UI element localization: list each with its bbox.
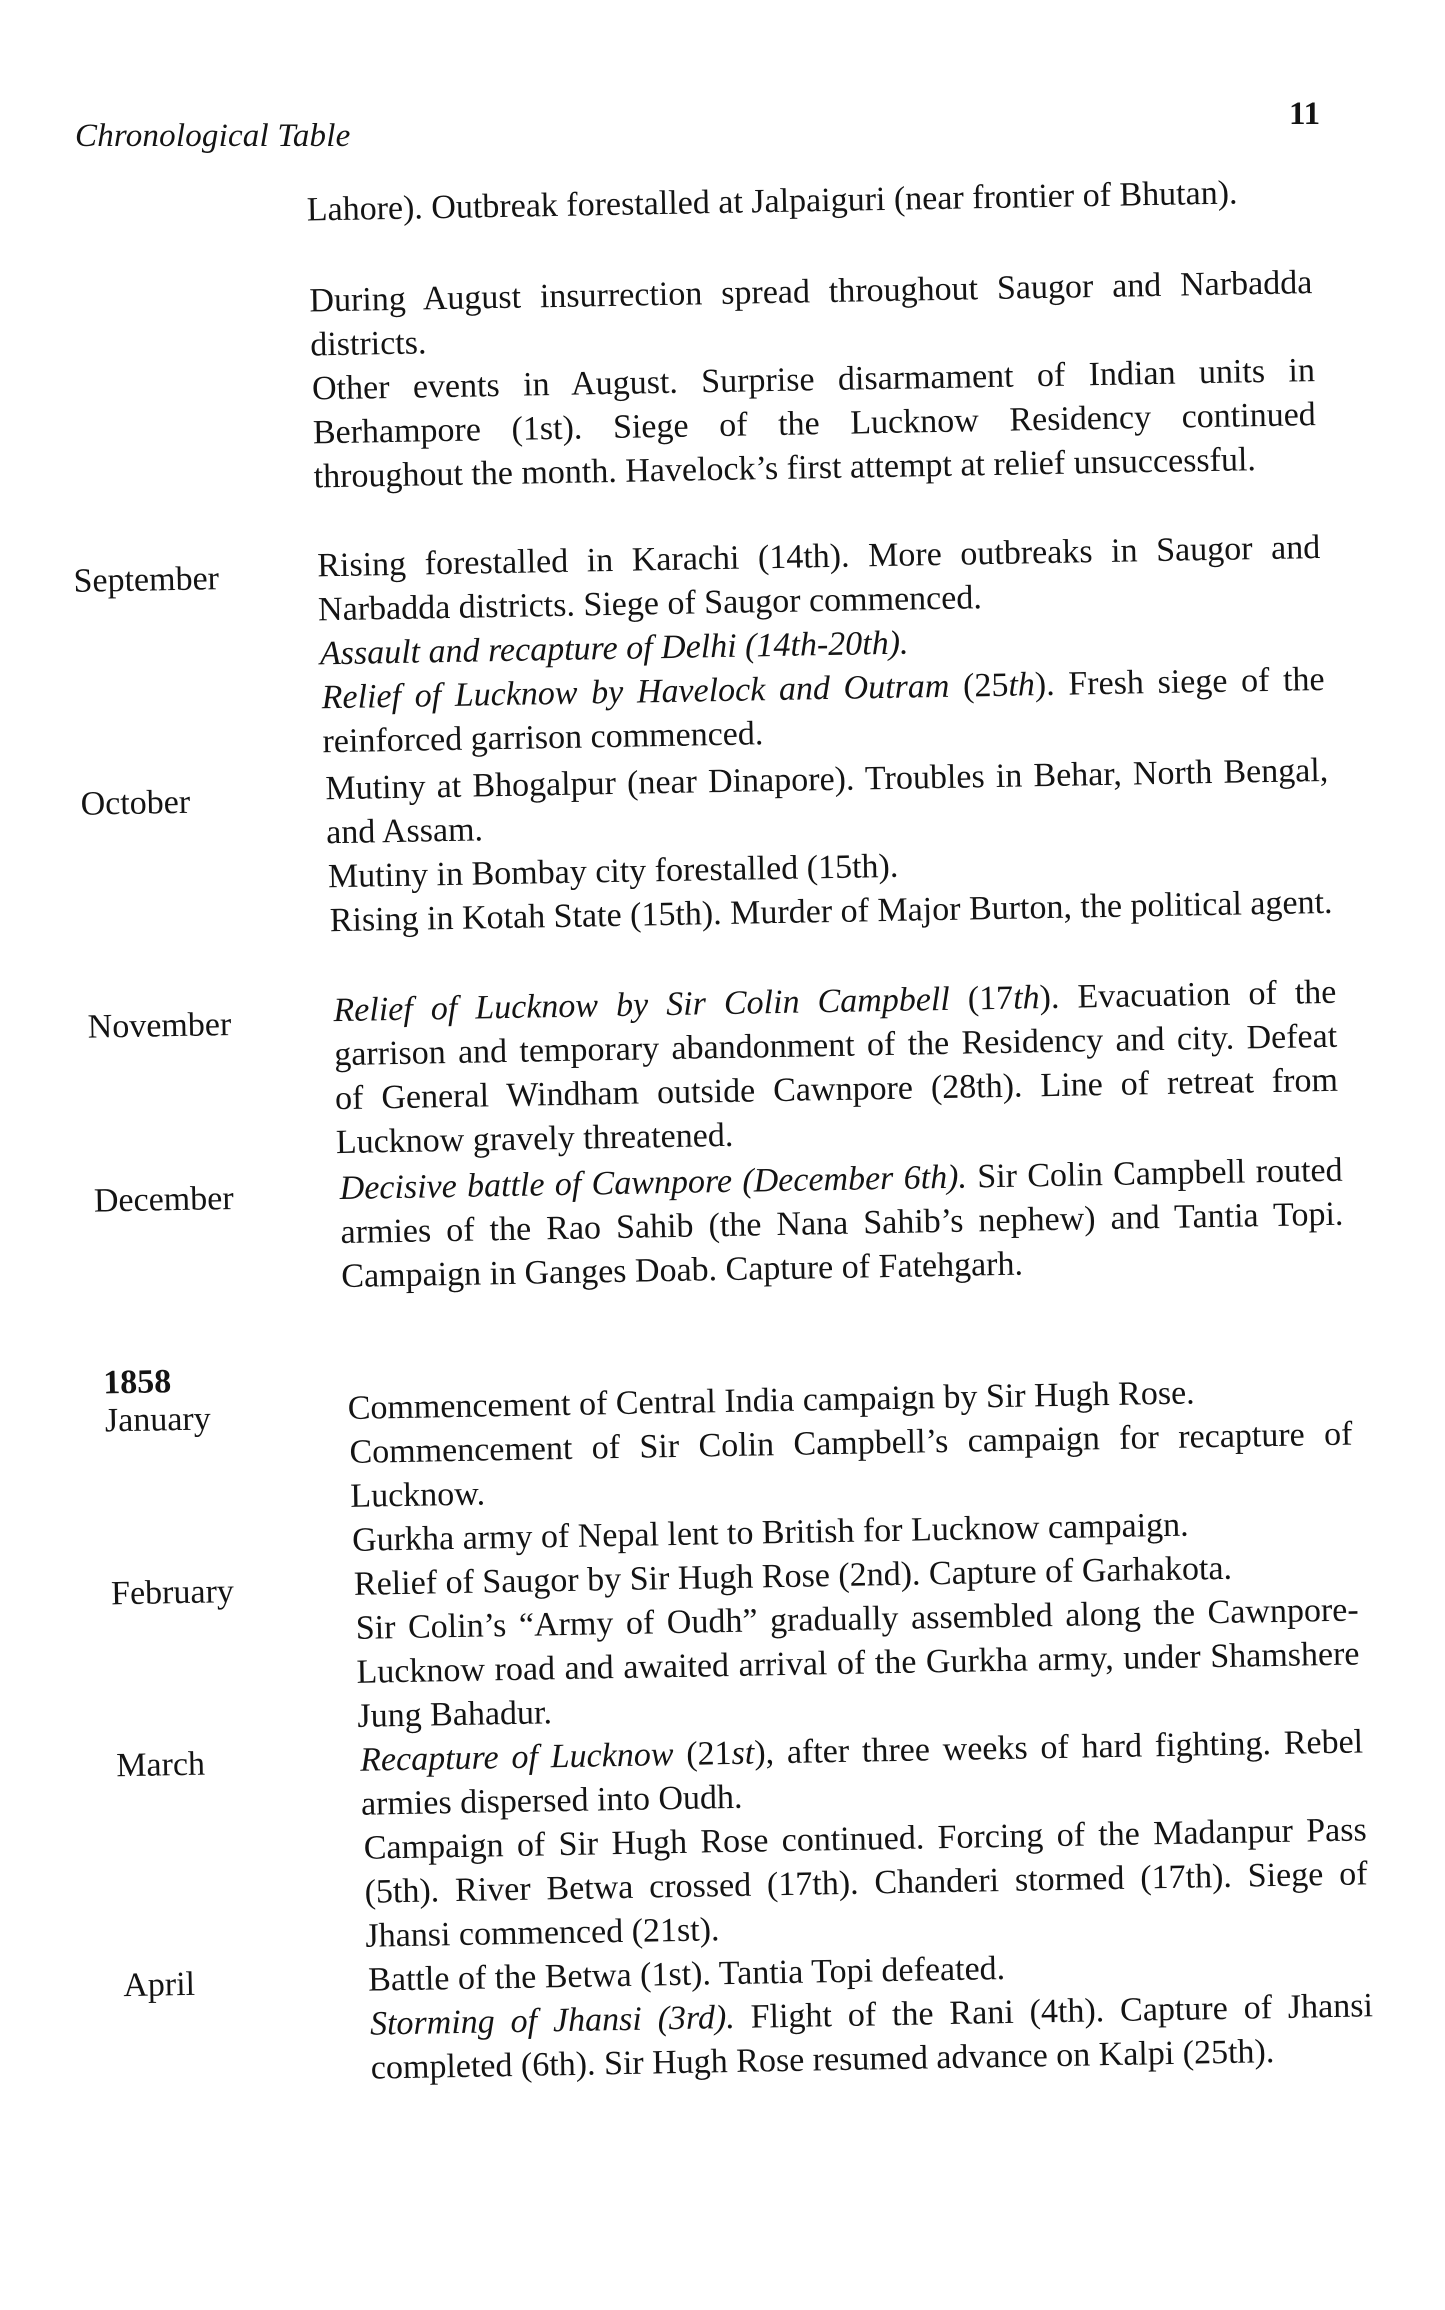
entry-april-jhansi — [370, 1984, 1374, 2090]
label-january: January — [104, 1400, 212, 1440]
entry-august-other-events: Other events in August. Surprise disarmament of Indian units in Berhampore (1st). Siege of the Lucknow Residency continued throughout the month. Havelock’s first attempt at relief unsuccessful. — [311, 352, 1317, 496]
entry-december-battle — [339, 1149, 1344, 1299]
entry-august-continued: Lahore). Outbreak forestalled at Jalpaiguri (near frontier of Bhutan). — [306, 174, 1238, 229]
label-october: October — [80, 783, 191, 823]
label-november: November — [87, 1006, 232, 1046]
entry-november-relief-title: Relief of Lucknow by Sir Colin Campbell — [333, 980, 951, 1030]
entry-january-gurkha: Gurkha army of Nepal lent to British for Lucknow campaign. — [351, 1506, 1189, 1559]
entry-september-relief — [321, 658, 1325, 764]
entry-january-colin: Commencement of Sir Colin Campbell’s campaign for recapture of Lucknow. — [349, 1415, 1353, 1515]
entry-september-relief-suffix: th — [1008, 666, 1036, 704]
entry-april-jhansi-title: Storming of Jhansi (3rd). — [369, 1998, 736, 2043]
entry-september-rising: Rising forestalled in Karachi (14th). More outbreaks in Saugor and Narbadda districts. Siege of Saugor commenced. — [316, 528, 1321, 629]
entry-march-rose-campaign: Campaign of Sir Hugh Rose continued. Forcing of the Madanpur Pass (5th). River Betwa crossed (17th). Chanderi stormed (17th). Siege of Jhansi commenced (21st). — [363, 1811, 1368, 1955]
entry-september-delhi-text: Assault and recapture of Delhi (14th-20th). — [319, 624, 909, 673]
entry-september-relief-title: Relief of Lucknow by Havelock and Outram — [321, 667, 950, 717]
entry-october-kotah: Rising in Kotah State (15th). Murder of Major Burton, the political agent. — [329, 883, 1333, 940]
entry-march-recapture-rest: ), after three weeks of hard fighting. Rebel armies dispersed into Oudh. — [360, 1723, 1364, 1823]
label-february: February — [110, 1573, 235, 1613]
entry-november-relief-rest: ). Evacuation of the garrison and temporary abandonment of the Residency and city. Defeat of General Windham outside Cawnpore (28th). Line of retreat from Lucknow gravely threatened. — [333, 973, 1339, 1162]
entry-november-relief-date: (17 — [949, 979, 1014, 1018]
entry-october-bhogalpur: Mutiny at Bhogalpur (near Dinapore). Troubles in Behar, North Bengal, and Assam. — [325, 751, 1329, 852]
entry-december-battle-rest: Sir Colin Campbell routed armies of the Rao Sahib (the Nana Sahib’s nephew) and Tantia Topi. Campaign in Ganges Doab. Capture of Fatehgarh. — [340, 1151, 1344, 1296]
page-number: 11 — [1289, 96, 1321, 132]
entry-february-saugor: Relief of Saugor by Sir Hugh Rose (2nd). Capture of Garhakota. — [353, 1549, 1233, 1603]
label-september: September — [73, 560, 220, 600]
label-december: December — [93, 1180, 234, 1220]
entry-september-relief-rest: ). Fresh siege of the reinforced garrison commenced. — [322, 660, 1325, 761]
entry-december-battle-title: Decisive battle of Cawnpore (December 6th). — [339, 1158, 968, 1208]
entry-march-recapture-date: (21 — [673, 1734, 732, 1774]
label-march: March — [115, 1745, 206, 1785]
entry-november-relief-suffix: th — [1012, 979, 1040, 1017]
entry-september-relief-date: (25 — [949, 666, 1009, 705]
label-april: April — [122, 1965, 196, 2005]
entry-march-recapture-title: Recapture of Lucknow — [359, 1736, 674, 1779]
label-year-1858: 1858 — [102, 1363, 172, 1402]
entry-february-army-of-oudh: Sir Colin’s “Army of Oudh” gradually assembled along the Cawnpore-Lucknow road and awaited arrival of the Gurkha army, under Shamshere Jung Bahadur. — [355, 1591, 1360, 1735]
entry-april-betwa: Battle of the Betwa (1st). Tantia Topi defeated. — [367, 1949, 1006, 1999]
entry-august-saugor: During August insurrection spread throughout Saugor and Narbadda districts. — [309, 264, 1313, 364]
running-head: Chronological Table — [75, 118, 351, 154]
entry-october-bombay: Mutiny in Bombay city forestalled (15th). — [327, 847, 899, 896]
entry-april-jhansi-rest: Flight of the Rani (4th). Capture of Jhansi completed (6th). Sir Hugh Rose resumed advance on Kalpi (25th). — [370, 1987, 1374, 2087]
entry-january-central-india: Commencement of Central India campaign by Sir Hugh Rose. — [347, 1374, 1195, 1427]
entry-march-recapture-suffix: st — [731, 1734, 755, 1772]
entry-november-relief — [333, 971, 1339, 1165]
